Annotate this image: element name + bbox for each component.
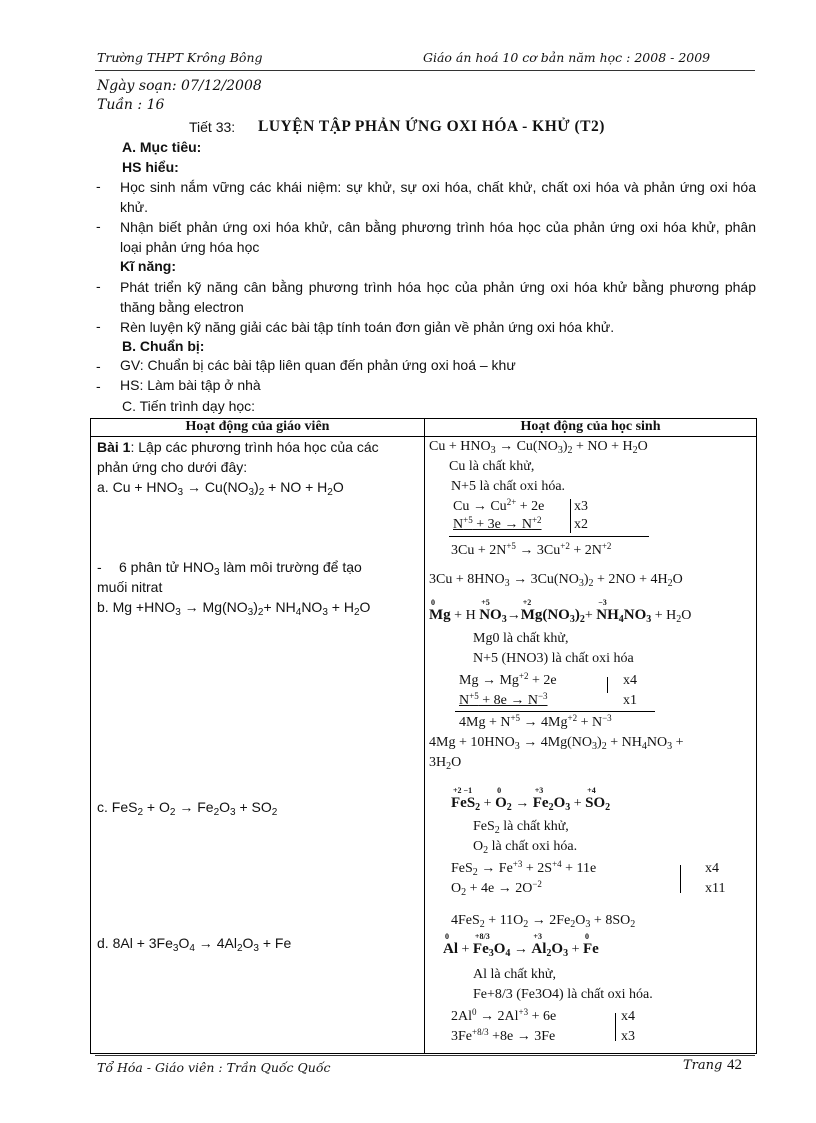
ionic-sum-a: $3Cu + 2N^{+5} \to 3Cu^{+2} + 2N^{+2}$ — [451, 541, 612, 558]
n5-hno3-oxidizer: N+5 (HNO3) là chất oxi hóa — [473, 651, 634, 666]
half-mg: $Mg \to Mg^{+2} + 2e$ — [459, 671, 557, 688]
mult-x4: x4 — [623, 673, 637, 688]
col-student-header: Hoạt động của học sinh — [425, 419, 757, 437]
fe83-oxidizer: Fe+8/3 (Fe3O4) là chất oxi hóa. — [473, 987, 653, 1002]
eq-a-balanced: $3Cu + 8HNO_3 \to 3Cu(NO_3)_2 + 2NO + 4H_2O$ — [429, 572, 683, 589]
header-school: Trường THPT Krông Bông — [97, 50, 263, 65]
eq-a-unbalanced: $Cu + HNO_3 \to Cu(NO_3)_2$ + NO + $H_2O$ — [429, 439, 648, 456]
reaction-c: c. $FeS_2 + O_2 \to Fe_2O_3 + SO_2$ — [97, 799, 278, 818]
n5-oxidizer: N+5 là chất oxi hóa. — [451, 479, 566, 494]
bullet-dash: - — [96, 178, 101, 194]
mult-x3-d: x3 — [621, 1029, 635, 1044]
cu-reducer: Cu là chất khử, — [449, 459, 535, 474]
eq-b-balanced-cont: $3H_2O$ — [429, 755, 462, 772]
exercise-1-prompt: Bài 1: Lập các phương trình hóa học của các — [97, 439, 379, 455]
footer-rule — [95, 1055, 755, 1056]
footer-teacher: Tổ Hóa - Giáo viên : Trần Quốc Quốc — [97, 1060, 331, 1075]
half-n-b: $N^{+5} + 8e \to N^{-3}$ — [459, 691, 548, 708]
half-cu: $Cu \to Cu^{2+} + 2e$ — [453, 497, 545, 514]
footer-page-number: 42 — [727, 1057, 742, 1073]
reaction-a: a. $Cu + HNO_3 \to Cu(NO_3)_2$ + NO + $H_2O$ — [97, 479, 344, 498]
eq-d-oxidation: 0 Al + +8/3 $Fe_3O_4$ → +3 $Al_2O_3$ + 0 Fe — [443, 932, 599, 959]
fes2-reducer: FeS$_2$ là chất khử, — [473, 819, 569, 836]
mult-x4-c: x4 — [705, 861, 719, 876]
mult-x4-d: x4 — [621, 1009, 635, 1024]
skills-item-2: Rèn luyện kỹ năng giải các bài tập tính toán đơn giản về phản ứng oxi hóa khử. — [120, 319, 615, 335]
lesson-number: Tiết 33: — [189, 119, 236, 135]
teacher-column — [91, 437, 425, 1054]
eq-b-balanced: $4Mg + 10HNO_3 \to 4Mg(NO_3)_2 + NH_4NO_3$ + — [429, 735, 684, 752]
half-o2: $O_2 + 4e \to 2O^{-2}$ — [451, 879, 542, 898]
half-al: $2Al^0 \to 2Al^{+3} + 6e$ — [451, 1007, 557, 1024]
activity-table — [90, 418, 757, 1054]
student-column — [425, 437, 757, 1054]
half-fes2: $FeS_2 \to Fe^{+3} + 2S^{+4} + 11e$ — [451, 859, 597, 878]
divider — [607, 677, 608, 693]
header-rule — [95, 70, 755, 71]
eq-b-oxidation: 0 Mg + H +5 $NO_3\to$ +2 $Mg(NO_3)_2+$ −3 $NH_4NO_3 + H_2O$ — [429, 598, 692, 625]
skills-heading: Kĩ năng: — [120, 258, 176, 274]
mg-reducer: Mg0 là chất khử, — [473, 631, 569, 646]
sum-rule — [455, 711, 655, 712]
bullet-dash: - — [96, 318, 101, 334]
understand-item-1: Học sinh nắm vững các khái niệm: sự khử, sự oxi hóa, chất khử, chất oxi hóa và phản ứng oxi hóa khử. — [120, 179, 756, 215]
eq-c-balanced: $4FeS_2 + 11O_2 \to 2Fe_2O_3 + 8SO_2$ — [451, 913, 636, 930]
sum-rule — [449, 536, 649, 537]
footer-page-label: Trang — [683, 1058, 723, 1073]
mult-x2: x2 — [574, 517, 588, 532]
week: Tuần : 16 — [97, 97, 165, 113]
divider — [570, 499, 571, 533]
note-hno3-cont: muối nitrat — [97, 579, 163, 595]
exercise-1-prompt-cont: phản ứng cho dưới đây: — [97, 459, 248, 475]
lesson-title: LUYỆN TẬP PHẢN ỨNG OXI HÓA - KHỬ (T2) — [258, 118, 605, 135]
bullet-dash: - — [96, 358, 101, 374]
reaction-b: b. $Mg +HNO_3 \to Mg(NO_3)_2+ NH_4NO_3 + H_2O$ — [97, 599, 371, 618]
understand-heading: HS hiểu: — [122, 159, 179, 175]
eq-c-oxidation: +2 −1 FeS$_2$ + 0 $O_2$ → +3 $Fe_2O_3$ + +4 $SO_2$ — [451, 786, 611, 813]
skills-item-1: Phát triển kỹ năng cân bằng phương trình hóa học của phản ứng oxi hóa khử bằng phương pháp thăng bằng electron — [120, 279, 756, 315]
date-prepared: Ngày soạn: 07/12/2008 — [97, 78, 262, 94]
note-hno3: 6 phân tử $HNO_3$ làm môi trường để tạo — [119, 559, 362, 578]
half-n: $N^{+5} + 3e \to N^{+2}$ — [453, 515, 542, 532]
bullet-dash: - — [96, 218, 101, 234]
bullet-dash: - — [96, 278, 101, 294]
divider — [680, 865, 681, 893]
prep-item-2: HS: Làm bài tập ở nhà — [120, 377, 261, 393]
al-reducer: Al là chất khử, — [473, 967, 557, 982]
objectives-heading: A. Mục tiêu: — [122, 139, 202, 155]
bullet-dash: - — [97, 559, 102, 575]
reaction-d: d. $8Al + 3Fe_3O_4 \to 4Al_2O_3 + Fe$ — [97, 935, 292, 954]
prep-heading: B. Chuẩn bị: — [122, 338, 205, 354]
mult-x11: x11 — [705, 881, 726, 896]
col-teacher-header: Hoạt động của giáo viên — [91, 419, 425, 437]
o2-oxidizer: $O_2$ là chất oxi hóa. — [473, 839, 578, 856]
ionic-sum-b: $4Mg + N^{+5} \to 4Mg^{+2} + N^{-3}$ — [459, 713, 612, 730]
understand-item-2: Nhận biết phản ứng oxi hóa khử, cân bằng phương trình hóa học của phản ứng oxi hóa khử, phân loại phản ứng hóa học — [120, 219, 756, 255]
procedure-heading: C. Tiến trình dạy học: — [122, 398, 256, 414]
mult-x1: x1 — [623, 693, 637, 708]
header-course: Giáo án hoá 10 cơ bản năm học : 2008 - 2009 — [423, 50, 711, 65]
divider — [615, 1013, 616, 1041]
half-fe: $3Fe^{+8/3} +8e \to 3Fe$ — [451, 1027, 556, 1044]
prep-item-1: GV: Chuẩn bị các bài tập liên quan đến phản ứng oxi hoá – khư — [120, 357, 516, 373]
mult-x3: x3 — [574, 499, 588, 514]
bullet-dash: - — [96, 378, 101, 394]
